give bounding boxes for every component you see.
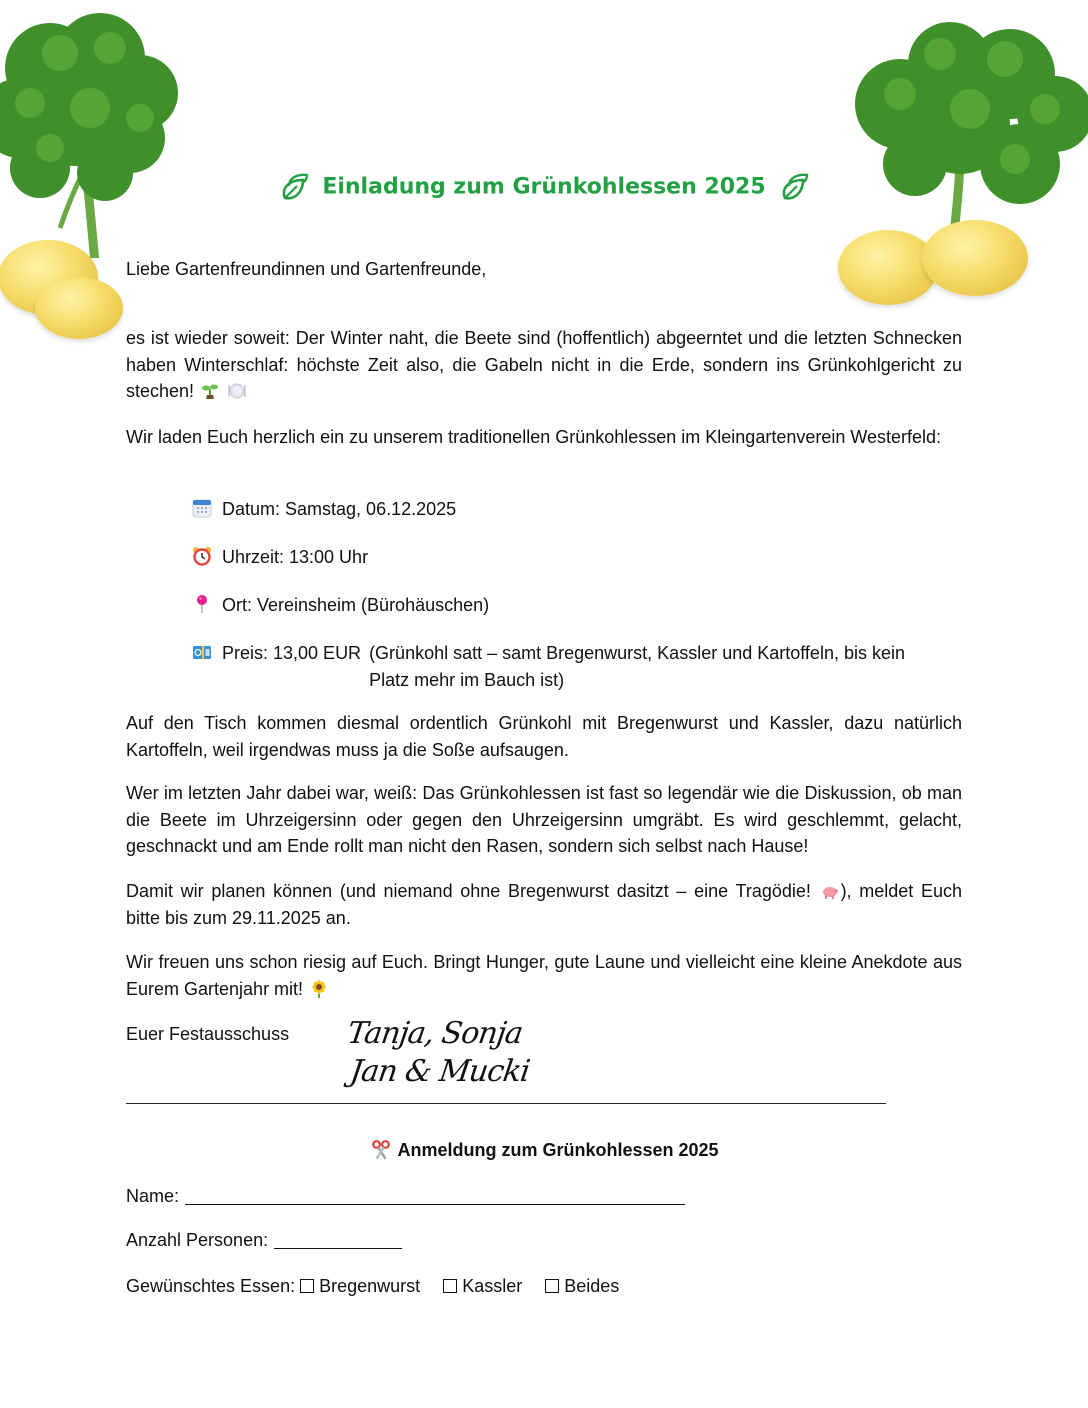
option-beides[interactable]: Beides xyxy=(545,1276,619,1296)
cut-line-divider xyxy=(126,1103,886,1104)
invite-paragraph: Wir laden Euch herzlich ein zu unserem traditionellen Grünkohlessen im Kleingartenverein Westerfeld: xyxy=(126,427,942,447)
food-label: Gewünschtes Essen: xyxy=(126,1276,296,1296)
detail-date xyxy=(192,496,456,523)
kale-image xyxy=(0,8,190,258)
intro-text: es ist wieder soweit: Der Winter naht, die Beete sind (hoffentlich) abgeerntet und die letzten Schnecken haben Winterschlaf: höchste Zeit also, die Gabeln nicht in die Erde, sondern ins Grünkohlgericht zu stechen! xyxy=(126,328,962,401)
registration-text-b: ), meldet Euch bitte bis zum 29.11.2025 an. xyxy=(126,881,962,928)
pig-icon xyxy=(821,882,839,900)
calendar-icon xyxy=(192,498,212,518)
sunflower-icon xyxy=(310,980,328,998)
price-label: Preis: 13,00 EUR xyxy=(222,643,362,663)
greeting: Liebe Gartenfreundinnen und Gartenfreunde, xyxy=(126,259,487,279)
round-pushpin-icon xyxy=(192,594,212,614)
registration-text-a: Damit wir planen können (und niemand ohne Bregenwurst dasitzt – eine Tragödie! xyxy=(126,881,811,901)
page-title xyxy=(0,172,1088,202)
checkbox[interactable] xyxy=(545,1279,559,1293)
detail-time xyxy=(192,544,368,571)
alarm-clock-icon xyxy=(192,546,212,566)
legend-paragraph: Wer im letzten Jahr dabei war, weiß: Das Grünkohlessen ist fast so legendär wie die Diskussion, ob man die Beete im Uhrzeigersinn oder gegen den Uhrzeigersinn umgräbt. Es wird geschlemmt, gelacht, geschnackt und am Ende rollt man nicht den Rasen, sondern sich selbst nach Hause! xyxy=(126,783,962,856)
seedling-icon xyxy=(201,382,219,400)
form-title-text: Anmeldung zum Grünkohlessen 2025 xyxy=(397,1140,719,1160)
title-text: Einladung zum Grünkohlessen 2025 xyxy=(322,174,766,200)
menu-paragraph: Auf den Tisch kommen diesmal ordentlich Grünkohl mit Bregenwurst und Kassler, dazu natürlich Kartoffeln, weil irgendwas muss ja die Soße aufsaugen. xyxy=(126,713,962,760)
signature xyxy=(340,1015,537,1091)
plate-icon xyxy=(228,382,246,400)
signature-label: Euer Festausschuss xyxy=(126,1024,290,1044)
leaf-icon xyxy=(779,172,809,202)
euro-banknote-icon xyxy=(192,642,212,662)
detail-place xyxy=(192,592,489,619)
option-bregenwurst[interactable]: Bregenwurst xyxy=(300,1276,420,1296)
date-text: Datum: Samstag, 06.12.2025 xyxy=(222,499,457,519)
name-label: Name: xyxy=(126,1186,180,1206)
detail-price xyxy=(192,640,929,694)
form-row-name xyxy=(126,1186,685,1207)
signature-line-1: Tanja, Sonja xyxy=(345,1016,525,1051)
persons-field[interactable] xyxy=(274,1230,402,1249)
name-field[interactable] xyxy=(185,1186,685,1205)
option-kassler[interactable]: Kassler xyxy=(443,1276,522,1296)
time-text: Uhrzeit: 13:00 Uhr xyxy=(222,547,369,567)
signature-line-2: Jan & Mucki xyxy=(347,1054,532,1089)
leaf-icon xyxy=(279,172,309,202)
persons-label: Anzahl Personen: xyxy=(126,1230,269,1250)
kale-image xyxy=(840,14,1088,244)
potato-image xyxy=(35,277,123,339)
intro-paragraph xyxy=(126,325,962,405)
form-row-food xyxy=(126,1276,637,1297)
checkbox[interactable] xyxy=(443,1279,457,1293)
price-note: (Grünkohl satt – samt Bregenwurst, Kassler und Kartoffeln, bis kein Platz mehr im Bauch ist) xyxy=(369,643,905,690)
closing-text: Wir freuen uns schon riesig auf Euch. Bringt Hunger, gute Laune und vielleicht eine kleine Anekdote aus Eurem Gartenjahr mit! xyxy=(126,952,962,999)
place-text: Ort: Vereinsheim (Bürohäuschen) xyxy=(222,595,490,615)
checkbox[interactable] xyxy=(300,1279,314,1293)
form-title xyxy=(0,1140,1088,1161)
closing-paragraph xyxy=(126,949,962,1002)
registration-paragraph xyxy=(126,878,962,931)
scissors-icon xyxy=(371,1140,391,1160)
form-row-persons xyxy=(126,1230,402,1251)
